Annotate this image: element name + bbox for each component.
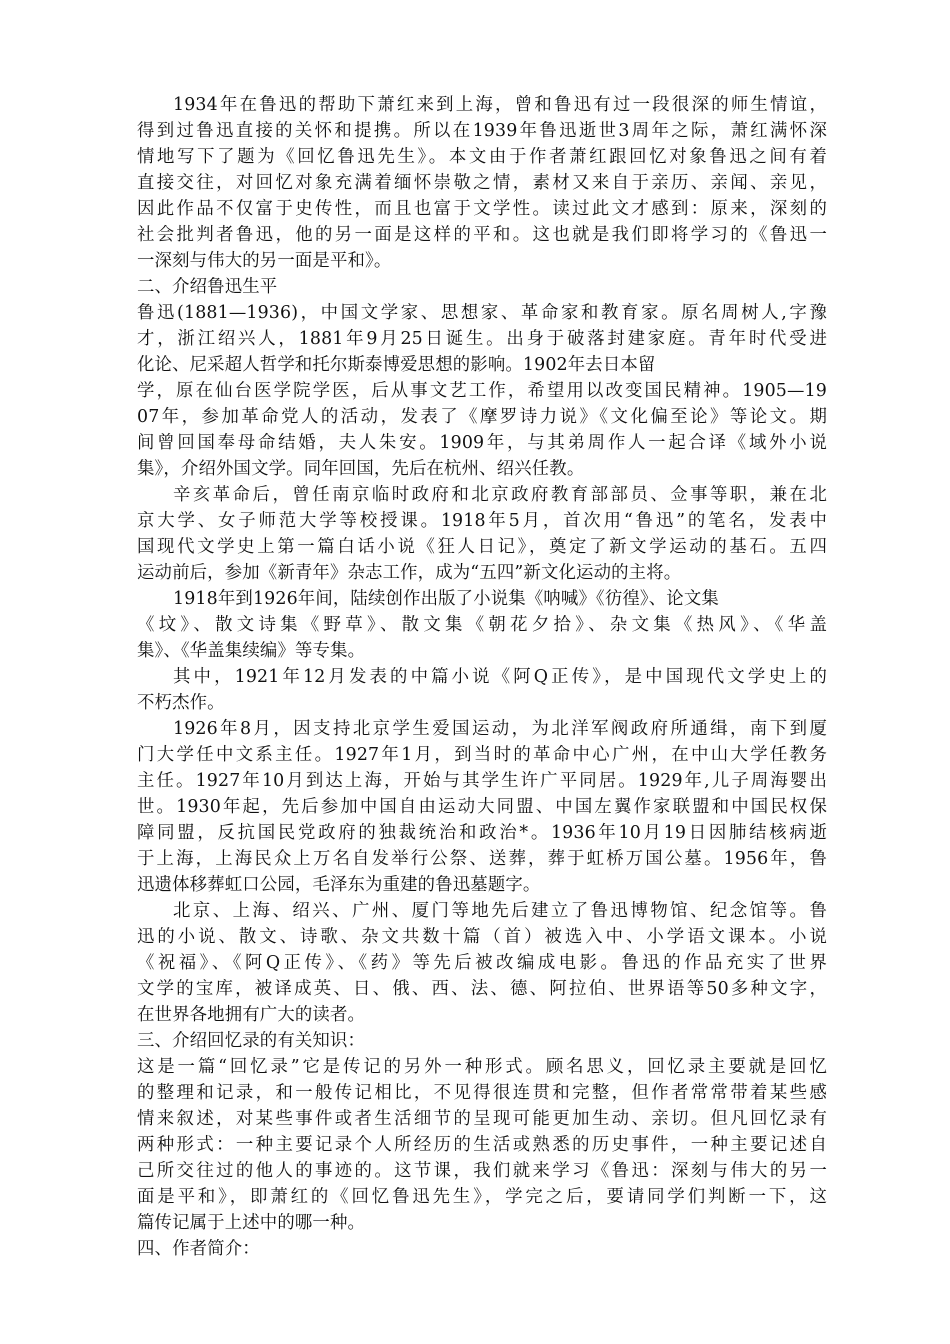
section-heading: 二、介绍鲁迅生平 [137, 277, 278, 297]
text-line: 直接交往，对回忆对象充满着缅怀崇敬之情，素材又来自于亲历、亲闻、亲见， [137, 173, 827, 193]
text-line: 其中，1921年12月发表的中篇小说《阿Q正传》，是中国现代文学史上的 [173, 667, 827, 687]
text-line: 国现代文学史上第一篇白话小说《狂人日记》，奠定了新文学运动的基石。五四 [137, 537, 827, 557]
document-page [137, 92, 827, 1262]
text-line: 得到过鲁迅直接的关怀和提携。所以在1939年鲁迅逝世3周年之际，萧红满怀深 [137, 121, 827, 141]
text-line: 己所交往过的他人的事迹的。这节课，我们就来学习《鲁迅：深刻与伟大的另一 [137, 1161, 827, 1181]
text-line: 社会批判者鲁迅，他的另一面是这样的平和。这也就是我们即将学习的《鲁迅一 [137, 225, 827, 245]
text-line: 1918年到1926年间，陆续创作出版了小说集《呐喊》《彷徨》、论文集 [173, 589, 719, 609]
text-line: 于上海，上海民众上万名自发举行公祭、送葬，葬于虹桥万国公墓。1956年，鲁 [137, 849, 827, 869]
text-line: 迅的小说、散文、诗歌、杂文共数十篇（首）被选入中、小学语文课本。小说 [137, 927, 827, 947]
text-line: 篇传记属于上述中的哪一种。 [137, 1213, 366, 1233]
text-line: 间曾回国奉母命结婚，夫人朱安。1909年，与其弟周作人一起合译《域外小说 [137, 433, 827, 453]
text-line: 京大学、女子师范大学等校授课。1918年5月，首次用“鲁迅”的笔名，发表中 [137, 511, 827, 531]
text-line: 不朽杰作。 [137, 693, 225, 713]
text-line: 《坟》、散文诗集《野草》、散文集《朝花夕拾》、杂文集《热风》、《华盖 [137, 615, 827, 635]
text-line: 运动前后，参加《新青年》杂志工作，成为“五四”新文化运动的主将。 [137, 563, 682, 583]
text-line: 情地写下了题为《回忆鲁迅先生》。本文由于作者萧红跟回忆对象鲁迅之间有着 [137, 147, 827, 167]
text-line: 《祝福》、《阿Q正传》、《药》等先后被改编成电影。鲁迅的作品充实了世界 [137, 953, 827, 973]
text-line: 北京、上海、绍兴、广州、厦门等地先后建立了鲁迅博物馆、纪念馆等。鲁 [173, 901, 827, 921]
text-line: 化论、尼采超人哲学和托尔斯泰博爱思想的影响。1902年去日本留 [137, 355, 656, 375]
text-line: 在世界各地拥有广大的读者。 [137, 1005, 366, 1025]
text-line: 门大学任中文系主任。1927年1月，到当时的革命中心广州，在中山大学任教务 [137, 745, 827, 765]
text-line: 世。1930年起，先后参加中国自由运动大同盟、中国左翼作家联盟和中国民权保 [137, 797, 827, 817]
text-line: 因此作品不仅富于史传性，而且也富于文学性。读过此文才感到：原来，深刻的 [137, 199, 827, 219]
text-line: 一深刻与伟大的另一面是平和》。 [137, 251, 392, 271]
text-line: 主任。1927年10月到达上海，开始与其学生许广平同居。1929年,儿子周海婴出 [137, 771, 827, 791]
text-line: 障同盟，反抗国民党政府的独裁统治和政治*。1936年10月19日因肺结核病逝 [137, 823, 827, 843]
text-line: 迅遗体移葬虹口公园，毛泽东为重建的鲁迅墓题字。 [137, 875, 541, 895]
text-line: 文学的宝库，被译成英、日、俄、西、法、德、阿拉伯、世界语等50多种文字， [137, 979, 827, 999]
text-line: 辛亥革命后，曾任南京临时政府和北京政府教育部部员、佥事等职，兼在北 [173, 485, 827, 505]
text-line: 情来叙述，对某些事件或者生活细节的呈现可能更加生动、亲切。但凡回忆录有 [137, 1109, 827, 1129]
section-heading: 四、作者简介： [137, 1239, 260, 1259]
text-line: 鲁迅(1881—1936)，中国文学家、思想家、革命家和教育家。原名周树人,字豫 [137, 303, 827, 323]
text-line: 集》、《华盖集续编》等专集。 [137, 641, 366, 661]
text-line: 面是平和》，即萧红的《回忆鲁迅先生》，学完之后，要请同学们判断一下，这 [137, 1187, 827, 1207]
text-line: 学，原在仙台医学院学医，后从事文艺工作，希望用以改变国民精神。1905—19 [137, 381, 827, 401]
section-heading: 三、介绍回忆录的有关知识： [137, 1031, 366, 1051]
text-line: 集》，介绍外国文学。同年回国，先后在杭州、绍兴任教。 [137, 459, 585, 479]
text-line: 07年，参加革命党人的活动，发表了《摩罗诗力说》《文化偏至论》等论文。期 [137, 407, 827, 427]
text-line: 1926年8月，因支持北京学生爱国运动，为北洋军阀政府所通缉，南下到厦 [173, 719, 827, 739]
text-line: 两种形式：一种主要记录个人所经历的生活或熟悉的历史事件，一种主要记述自 [137, 1135, 827, 1155]
text-line: 这是一篇“回忆录”它是传记的另外一种形式。顾名思义，回忆录主要就是回忆 [137, 1057, 827, 1077]
text-line: 才，浙江绍兴人，1881年9月25日诞生。出身于破落封建家庭。青年时代受进 [137, 329, 827, 349]
text-line: 1934年在鲁迅的帮助下萧红来到上海，曾和鲁迅有过一段很深的师生情谊， [173, 95, 827, 115]
text-line: 的整理和记录，和一般传记相比，不见得很连贯和完整，但作者常常带着某些感 [137, 1083, 827, 1103]
